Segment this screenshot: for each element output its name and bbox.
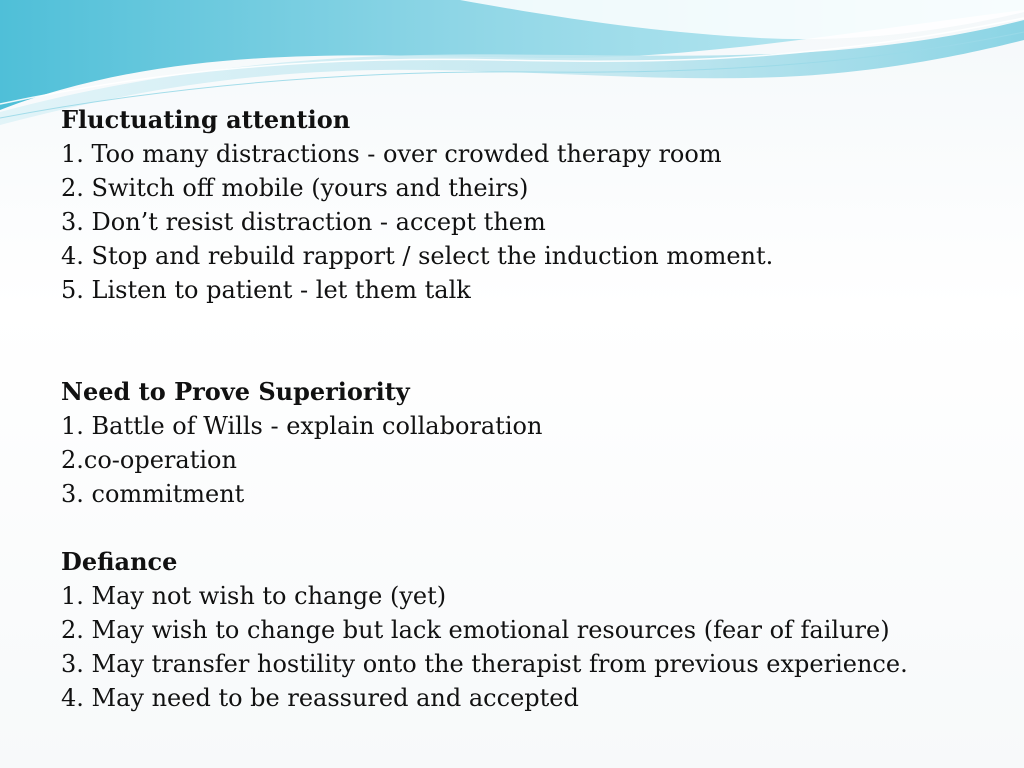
list-item: 2. May wish to change but lack emotional resources (fear of failure) <box>61 616 890 644</box>
spacer <box>61 511 961 545</box>
list-item: 1. Battle of Wills - explain collaboration <box>61 412 543 440</box>
list-item: 1. May not wish to change (yet) <box>61 582 447 610</box>
list-item: 1. Too many distractions - over crowded therapy room <box>61 140 722 168</box>
slide-content <box>61 103 961 715</box>
list-item: 4. Stop and rebuild rapport / select the induction moment. <box>61 242 774 270</box>
section-title-need-to-prove-superiority: Need to Prove Superiority <box>61 377 410 406</box>
list-item: 4. May need to be reassured and accepted <box>61 684 579 712</box>
list-item: 3. May transfer hostility onto the therapist from previous experience. <box>61 650 908 678</box>
list-item: 2.co-operation <box>61 446 237 474</box>
list-item: 3. commitment <box>61 480 245 508</box>
spacer <box>61 307 961 375</box>
list-item: 2. Switch off mobile (yours and theirs) <box>61 174 529 202</box>
list-item: 5. Listen to patient - let them talk <box>61 276 471 304</box>
list-item: 3. Don’t resist distraction - accept them <box>61 208 546 236</box>
section-title-defiance: Defiance <box>61 547 178 576</box>
section-title-fluctuating-attention: Fluctuating attention <box>61 105 351 134</box>
